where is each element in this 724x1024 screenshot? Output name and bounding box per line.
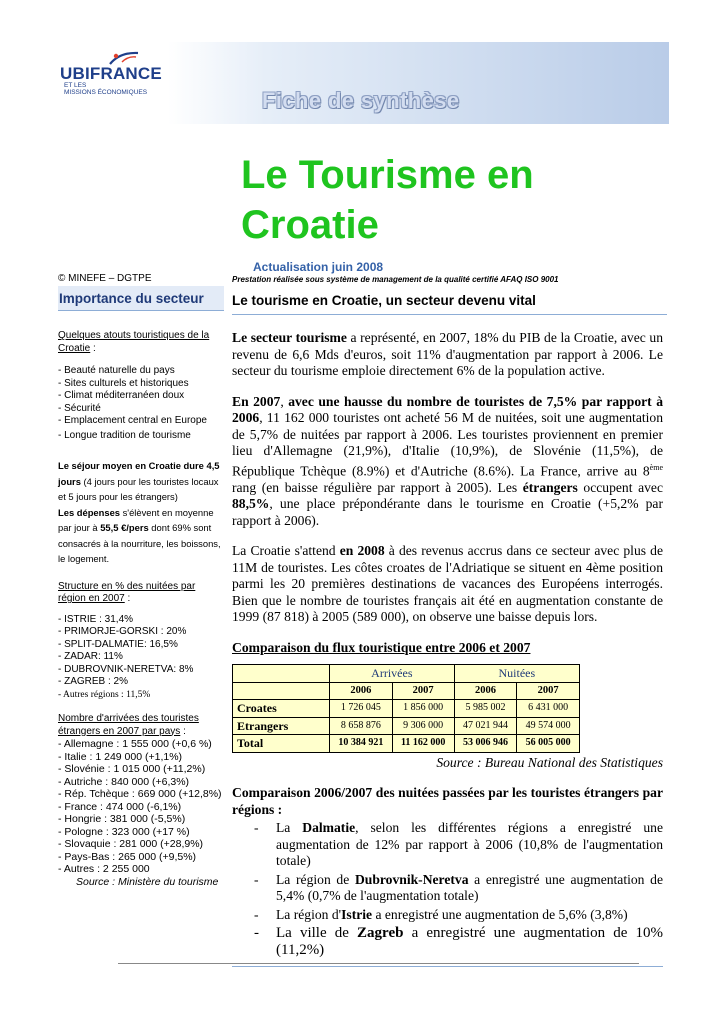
table-cell [233, 665, 330, 683]
bullet-text: La [276, 820, 303, 836]
structure-title-text: Structure en % des nuitées par région en 2007 [58, 580, 196, 604]
list-item: - Autriche : 840 000 (+6,3%) [58, 775, 190, 788]
left-column [58, 330, 224, 888]
table-cell: 10 384 921 [330, 735, 393, 753]
year-header: 2006 [454, 682, 517, 700]
list-item: - Autres régions : 11,5% [58, 689, 151, 700]
table-cell: 5 985 002 [454, 700, 517, 718]
group-header-arrivees: Arrivées [330, 665, 455, 683]
arrivals-source: Source : Ministère du tourisme [76, 875, 219, 888]
list-item: - SPLIT-DALMATIE: 16,5% [58, 638, 178, 650]
logo-subtitle: ET LES [64, 82, 87, 89]
structure-block [58, 581, 224, 702]
depenses-rest: dont 69% sont consacrés à la nourriture, les boissons, le logement. [58, 522, 221, 564]
list-item: - Pologne : 323 000 (+17 %) [58, 825, 190, 838]
p2-bold-etrangers: étrangers [522, 479, 578, 495]
list-item: - Slovaquie : 281 000 (+28,9%) [58, 838, 204, 850]
arrivals-block [58, 713, 224, 888]
p2-text-d: , une place prépondérante dans le tourisme en Croatie (+5,2% par rapport à 2006). [232, 496, 663, 528]
atouts-colon: : [90, 342, 96, 354]
list-item: - ISTRIE : 31,4% [58, 613, 134, 625]
p2-text-b: rang (en baisse régulière par rapport à 2005). Les [232, 479, 523, 495]
atouts-block [58, 330, 224, 442]
footer-line [118, 963, 639, 964]
table-cell: 49 574 000 [517, 717, 580, 735]
bullet-bold: Zagreb [357, 925, 404, 942]
table-row [233, 665, 580, 683]
table-row [233, 700, 580, 718]
list-item [232, 925, 663, 958]
table-title: Comparaison du flux touristique entre 2006 et 2007 [232, 639, 531, 655]
table-cell: 11 162 000 [392, 735, 454, 753]
list-item: - Sites culturels et historiques [58, 377, 189, 389]
table-cell [233, 682, 330, 700]
list-item: - ZAGREB : 2% [58, 676, 129, 687]
year-header: 2007 [392, 682, 454, 700]
bullet-text: La région d' [276, 906, 342, 922]
bullet-bold: Dubrovnik-Neretva [354, 871, 469, 887]
p2-text-c: occupent avec [577, 479, 663, 495]
group-header-nuitees: Nuitées [454, 665, 579, 683]
list-item: - ZADAR: 11% [58, 651, 123, 662]
list-item: - Hongrie : 381 000 (-5,5%) [58, 813, 186, 825]
list-item [232, 820, 663, 870]
comparison-title: Comparaison 2006/2007 des nuitées passées par les touristes étrangers par régions : [232, 785, 663, 817]
quality-statement: Prestation réalisée sous système de management de la qualité certifié AFAQ ISO 9001 [232, 275, 559, 284]
bullet-bold: Istrie [341, 906, 373, 922]
bullet-text: a enregistré une augmentation de 5,4% (0,7% de l'augmentation totale) [276, 871, 663, 904]
paragraph-secteur [232, 330, 663, 380]
list-item: - France : 474 000 (-6,1%) [58, 800, 182, 813]
right-column [232, 330, 663, 967]
p2-bold-year: En 2007 [232, 393, 281, 409]
list-item: - PRIMORJE-GORSKI : 20% [58, 626, 187, 637]
list-item: - Emplacement central en Europe [58, 415, 207, 426]
arrivals-colon: : [180, 725, 186, 737]
depenses-text: s'élèvent en moyenne par jour à [58, 506, 214, 533]
p3-text-a: La Croatie s'attend [232, 543, 340, 559]
p2-text-a: , 11 162 000 touristes ont acheté 56 M de nuitées, soit une augmentation de 5,7% de nuitées par rapport à 2006. Les touristes proviennent en premier lieu d'Allemagne (21,9%), d'Italie (10,9%), de Slovénie (11,5%), de République Tchèque (8.9%) et d'Autriche (8.6%). La France, arrive au 8 [232, 410, 663, 479]
table-cell: 8 658 876 [330, 717, 393, 735]
list-item: - Allemagne : 1 555 000 (+0,6 %) [58, 738, 212, 750]
list-item: - Italie : 1 249 000 (+1,1%) [58, 750, 183, 763]
flux-table [232, 664, 580, 753]
bullet-text: La ville de [276, 925, 358, 942]
copyright: © MINEFE – DGTPE [58, 273, 152, 284]
p2-bold-hausse: avec une hausse du nombre de touristes de 7,5% par rapport à 2006 [232, 393, 663, 425]
list-item: - Rép. Tchèque : 669 000 (+12,8%) [58, 788, 222, 800]
atouts-title-text: Quelques atouts touristiques de la Croatie [58, 330, 210, 354]
list-item: - Pays-Bas : 265 000 (+9,5%) [58, 850, 197, 863]
table-cell: 56 005 000 [517, 735, 580, 753]
regions-list [232, 820, 663, 958]
p3-bold: en 2008 [339, 543, 385, 559]
list-item: - Beauté naturelle du pays [58, 365, 175, 376]
left-section-heading: Importance du secteur [59, 291, 204, 306]
p1-text: a représenté, en 2007, 18% du PIB de la Croatie, avec un revenu de 6,6 Mds d'euros, soit 11% d'augmentation par rapport à 2006. Le secteur du tourisme emploie directement 6% de la population active. [232, 330, 663, 378]
logo-text: UBIFRANCE [60, 64, 162, 83]
year-header: 2006 [330, 682, 393, 700]
year-header: 2007 [517, 682, 580, 700]
atouts-title [58, 330, 224, 355]
p2-sup: ème [649, 462, 663, 472]
bullet-bold: Dalmatie [302, 820, 356, 836]
list-item: - Autres : 2 255 000 [58, 863, 150, 875]
p2-sep: , [280, 393, 289, 409]
table-cell: 9 306 000 [392, 717, 454, 735]
logo-subtitle: MISSIONS ÉCONOMIQUES [64, 89, 148, 96]
table-cell: 1 726 045 [330, 700, 393, 718]
page-title-line1: Le Tourisme en [241, 153, 534, 197]
page-title-line2: Croatie [241, 203, 379, 247]
structure-title [58, 581, 224, 606]
list-item: - Slovénie : 1 015 000 (+11,2%) [58, 763, 206, 775]
depenses-amount: 55,5 €/pers [100, 522, 149, 533]
list-item [232, 907, 663, 924]
list-item: - Longue tradition de tourisme [58, 429, 191, 441]
list-item: - DUBROVNIK-NERETVA: 8% [58, 663, 194, 675]
update-date: Actualisation juin 2008 [253, 260, 384, 274]
row-label: Etrangers [233, 717, 330, 735]
bullet-text: a enregistré une augmentation de 10% (11,2%) [276, 925, 664, 958]
p1-bold: Le secteur tourisme [232, 330, 347, 345]
table-row [233, 735, 580, 753]
depenses-bold: Les dépenses [58, 506, 121, 518]
sejour-bold: Le séjour moyen en Croatie dure 4,5 jours [58, 460, 220, 487]
list-item: - Climat méditerranéen doux [58, 390, 185, 401]
arrivals-title-text: Nombre d'arrivées des touristes étrangers en 2007 par pays [58, 713, 199, 737]
sejour-text: (4 jours pour les touristes locaux et 5 jours pour les étrangers) [58, 475, 219, 502]
paragraph-2008 [232, 543, 663, 626]
bullet-text: , selon les différentes régions a enregistré une augmentation de 12% par rapport à 2006 (10,8% de l'augmentation totale) [276, 820, 663, 869]
structure-colon: : [124, 593, 131, 604]
list-item [232, 872, 663, 905]
arrivals-title [58, 713, 224, 738]
banner-title: Fiche de synthèse [262, 88, 460, 113]
table-cell: 53 006 946 [454, 735, 517, 753]
bullet-text: La région de [276, 871, 355, 887]
table-row [233, 717, 580, 735]
section-divider [232, 314, 667, 315]
list-item: - Sécurité [58, 402, 101, 414]
paragraph-2007 [232, 394, 663, 530]
table-cell: 1 856 000 [392, 700, 454, 718]
p3-text-b: à des revenus accrus dans ce secteur avec plus de 11M de touristes. Les côtes croates de l'Adriatique se situent en 4ème position parmi les 20 premières destinations de vacances des Européens interrogés. Bien que le nombre de touristes français ait été en augmentation constante de 1999 (87 818) à 2005 (589 000), on observe une baisse depuis lors. [232, 543, 663, 625]
table-source: Source : Bureau National des Statistiques [436, 754, 663, 770]
table-cell: 6 431 000 [517, 700, 580, 718]
table-cell: 47 021 944 [454, 717, 517, 735]
bullet-text: a enregistré une augmentation de 5,6% (3,8%) [372, 906, 628, 922]
right-section-heading: Le tourisme en Croatie, un secteur devenu vital [232, 293, 536, 308]
sejour-paragraph [58, 458, 224, 567]
p2-bold-pct: 88,5% [232, 496, 270, 512]
table-row [233, 682, 580, 700]
row-label: Total [233, 735, 330, 753]
row-label: Croates [233, 700, 330, 718]
